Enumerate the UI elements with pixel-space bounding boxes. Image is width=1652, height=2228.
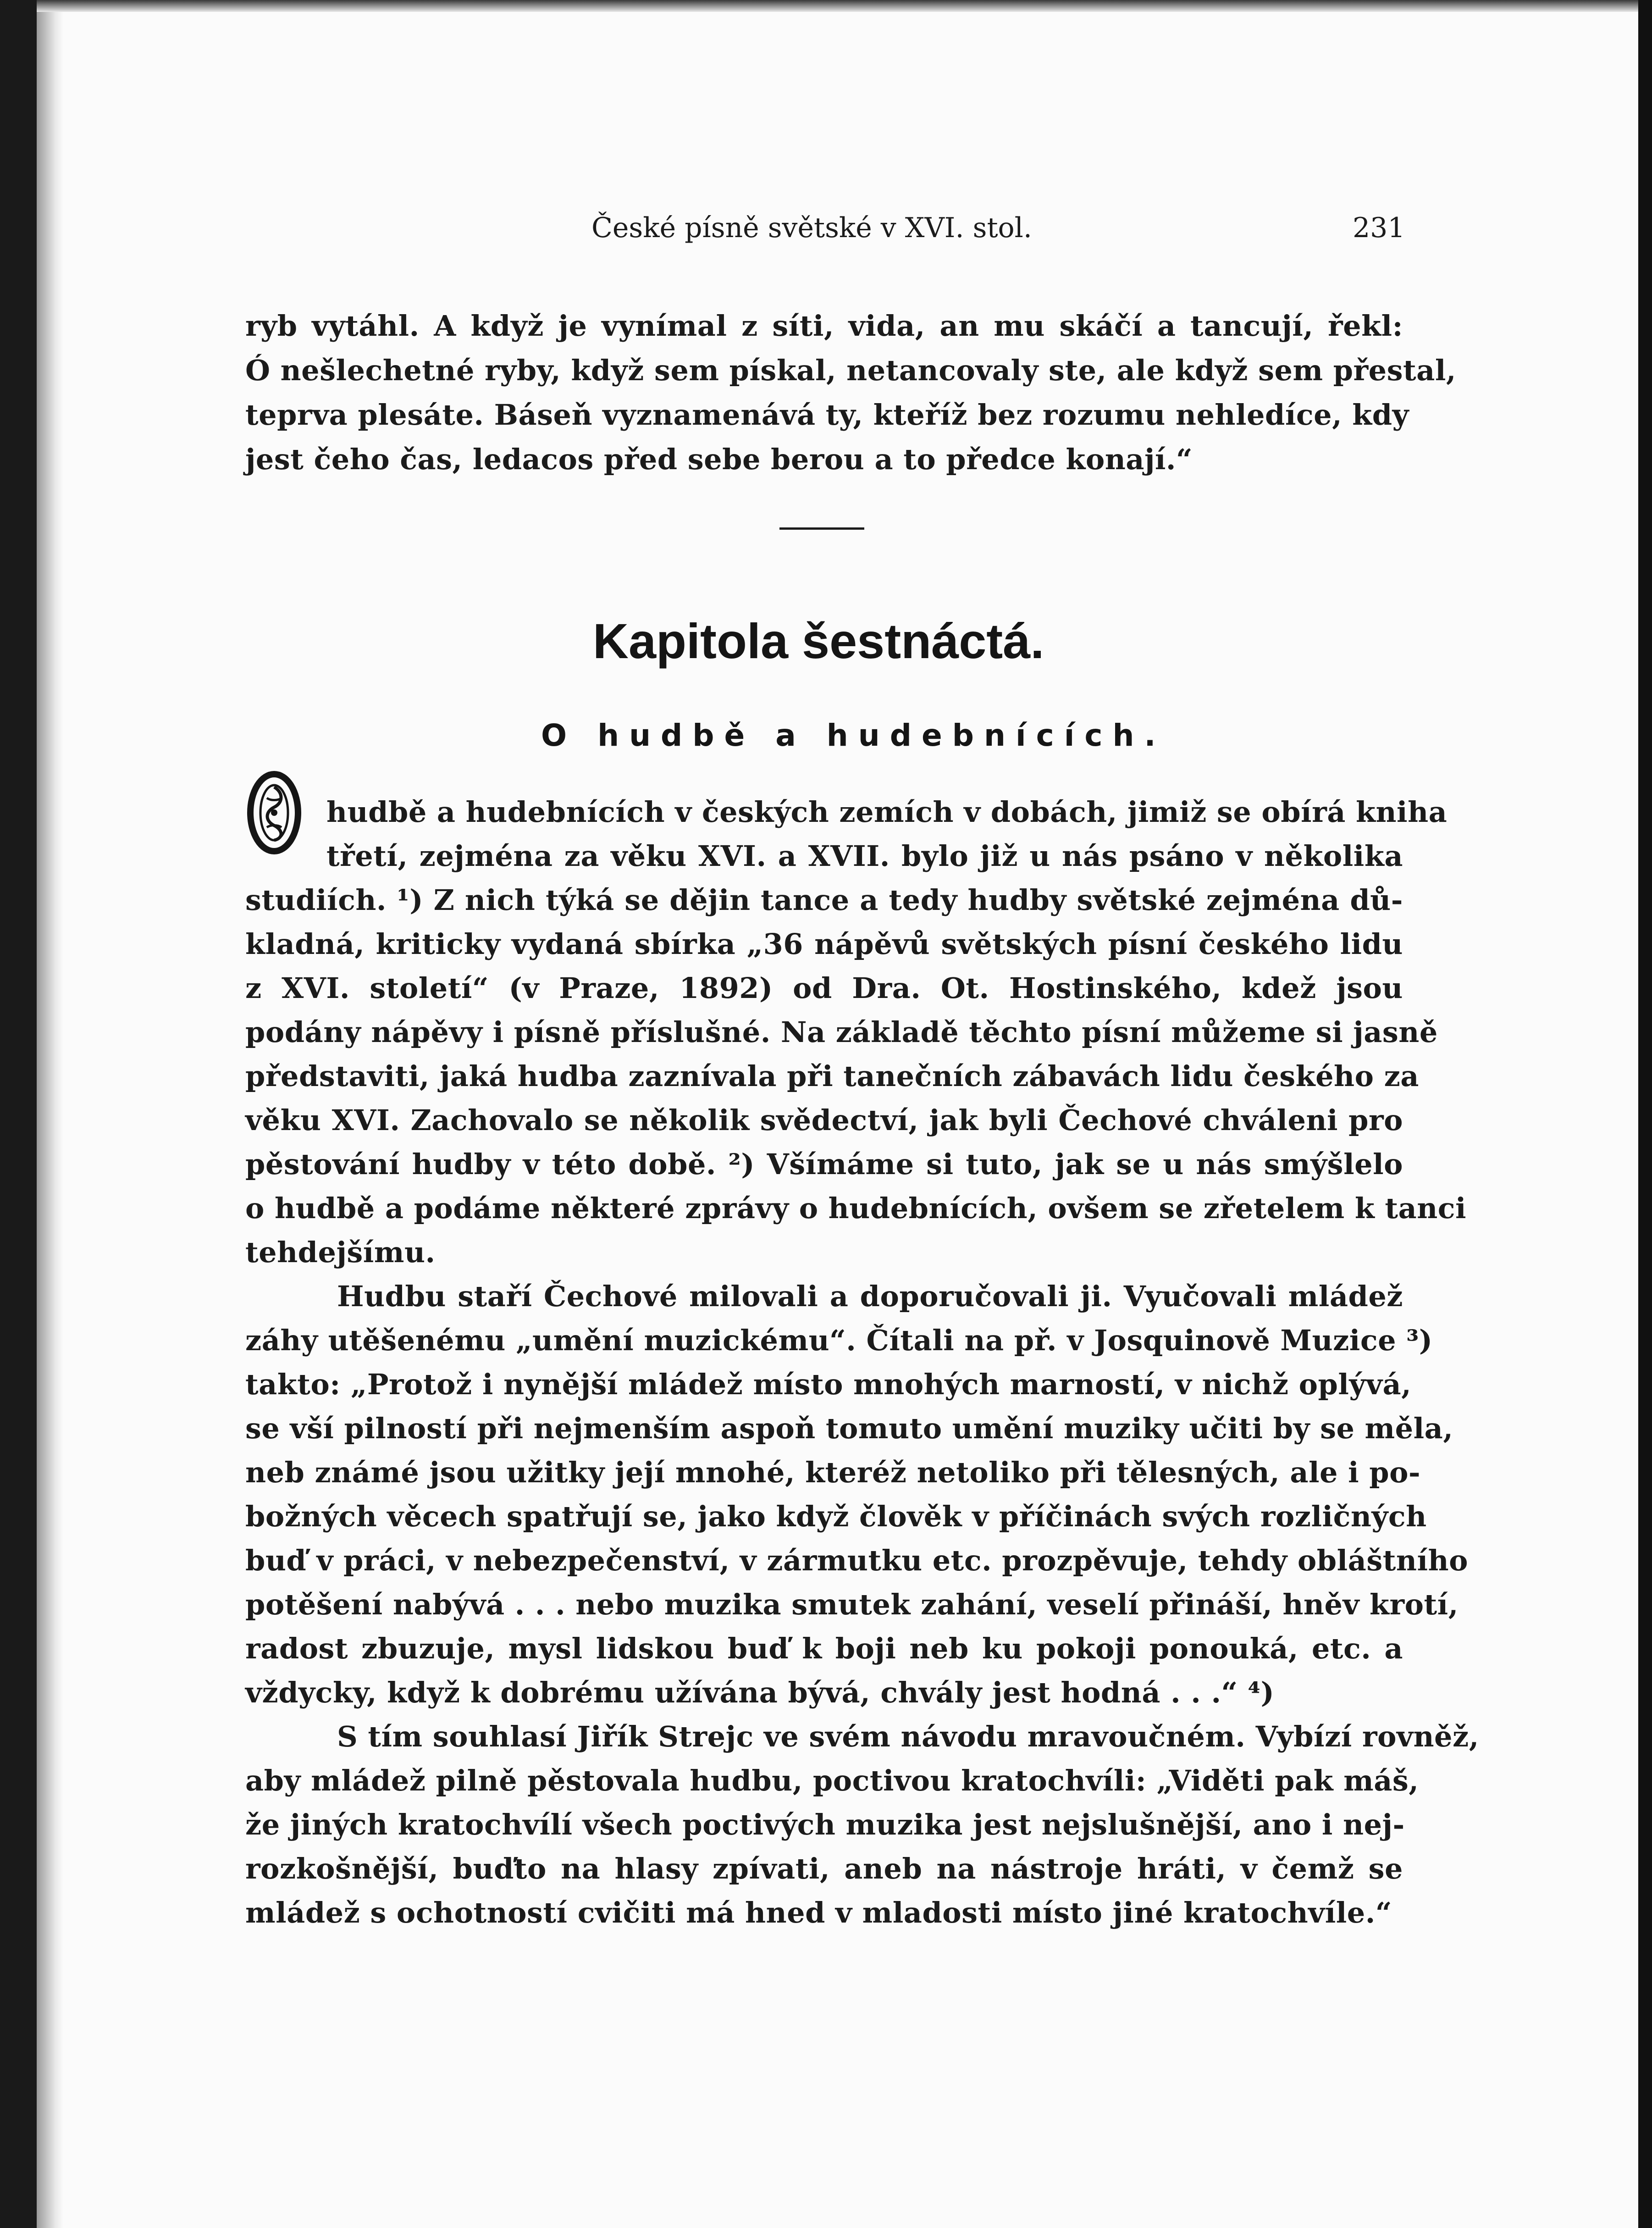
- paragraph-line: třetí, zejména za věku XVI. a XVII. bylo již u nás psáno v několika: [326, 839, 1403, 873]
- paragraph-line: radost zbuzuje, mysl lidskou buď k boji neb ku pokoji ponouká, etc. a: [245, 1632, 1403, 1665]
- intro-line: ryb vytáhl. A když je vynímal z síti, vida, an mu skáčí a tancují, řekl:: [245, 309, 1403, 343]
- paragraph-line: rozkošnější, buďto na hlasy zpívati, aneb na nástroje hráti, v čemž se: [245, 1852, 1403, 1885]
- paragraph-line: aby mládež pilně pěstovala hudbu, poctivou kratochvíli: „Viděti pak máš,: [245, 1764, 1419, 1797]
- section-divider: [779, 527, 864, 530]
- scan-edge-right: [1638, 0, 1652, 2228]
- paragraph-line: potěšení nabývá . . . nebo muzika smutek zahání, veselí přináší, hněv krotí,: [245, 1588, 1459, 1621]
- paragraph-line: takto: „Protož i nynější mládež místo mnohých marností, v nichž oplývá,: [245, 1368, 1412, 1401]
- paragraph-line: buď v práci, v nebezpečenství, v zármutku etc. prozpěvuje, tehdy obláštního: [245, 1544, 1468, 1577]
- intro-line: Ó nešlechetné ryby, když sem pískal, netancovaly ste, ale když sem přestal,: [245, 354, 1456, 387]
- scan-edge-left: [0, 0, 37, 2228]
- paragraph-line: představiti, jaká hudba zaznívala při tanečních zábavách lidu českého za: [245, 1059, 1419, 1093]
- drop-cap-ornament: [247, 770, 302, 855]
- paragraph-line: že jiných kratochvílí všech poctivých muzika jest nejslušnější, ano i nej-: [245, 1808, 1405, 1841]
- scan-shadow-left: [37, 0, 63, 2228]
- paragraph-line: se vší pilností při nejmenším aspoň tomuto umění muziky učiti by se měla,: [245, 1412, 1453, 1445]
- paragraph-line: pěstování hudby v této době. ²) Všímáme si tuto, jak se u nás smýšlelo: [245, 1147, 1403, 1181]
- paragraph-line: kladná, kriticky vydaná sbírka „36 nápěvů světských písní českého lidu: [245, 927, 1403, 961]
- paragraph-line: neb známé jsou užitky její mnohé, kteréž netoliko při tělesných, ale i po-: [245, 1456, 1421, 1489]
- paragraph-line: mládež s ochotností cvičiti má hned v mladosti místo jiné kratochvíle.“: [245, 1896, 1392, 1929]
- page-number: 231: [1353, 212, 1405, 244]
- paragraph-line: záhy utěšenému „umění muzickému“. Čítali na př. v Josquinově Muzice ³): [245, 1324, 1433, 1357]
- paragraph-line: božných věcech spatřují se, jako když člověk v příčinách svých rozličných: [245, 1500, 1427, 1533]
- intro-line: jest čeho čas, ledacos před sebe berou a to předce konají.“: [245, 443, 1193, 476]
- paragraph-line: o hudbě a podáme některé zprávy o hudebnících, ovšem se zřetelem k tanci: [245, 1192, 1467, 1225]
- drop-cap-letter: O: [274, 816, 275, 817]
- paragraph-line: věku XVI. Zachovalo se několik svědectví, jak byli Čechové chváleni pro: [245, 1103, 1403, 1137]
- paragraph-line: vždycky, když k dobrému užívána bývá, chvály jest hodná . . .“ ⁴): [245, 1676, 1275, 1709]
- paragraph-line: tehdejšímu.: [245, 1236, 436, 1269]
- running-title: České písně světské v XVI. stol.: [591, 212, 1032, 244]
- paragraph-line: hudbě a hudebnících v českých zemích v dobách, jimiž se obírá kniha: [326, 795, 1448, 829]
- paragraph-line: Hudbu staří Čechové milovali a doporučovali ji. Vyučovali mládež: [337, 1280, 1403, 1313]
- paragraph-line: podány nápěvy i písně příslušné. Na základě těchto písní můžeme si jasně: [245, 1015, 1438, 1049]
- paragraph-line: studiích. ¹) Z nich týká se dějin tance a tedy hudby světské zejména dů-: [245, 883, 1403, 917]
- intro-line: teprva plesáte. Báseň vyznamenává ty, kteříž bez rozumu nehledíce, kdy: [245, 398, 1409, 432]
- scan-edge-top: [37, 0, 1652, 12]
- paragraph-line: S tím souhlasí Jiřík Strejc ve svém návodu mravoučném. Vybízí rovněž,: [337, 1720, 1479, 1753]
- chapter-title: Kapitola šestnáctá.: [593, 613, 1044, 669]
- chapter-subtitle: O hudbě a hudebnících.: [541, 718, 1166, 753]
- paragraph-line: z XVI. století“ (v Praze, 1892) od Dra. Ot. Hostinského, kdež jsou: [245, 971, 1403, 1005]
